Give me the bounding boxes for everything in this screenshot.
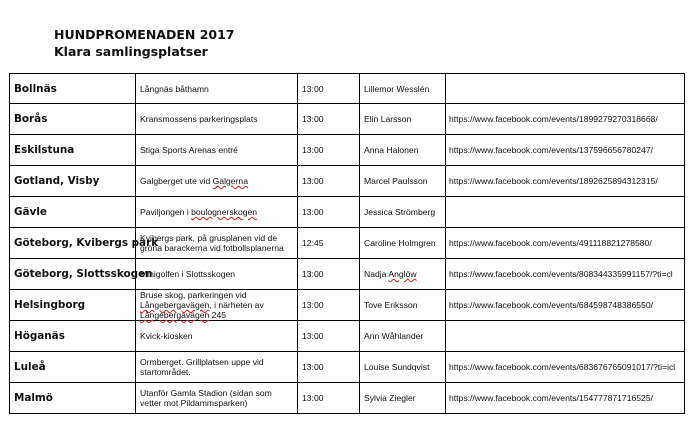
place-cell: Minigolfen i Slottsskogen (136, 259, 298, 290)
table-row (10, 104, 685, 135)
time-cell: 13:00 (298, 104, 360, 135)
event-link-cell[interactable]: https://www.facebook.com/events/683676765091017/?ti=icl (446, 352, 685, 383)
contact-cell: Nadja Anglöw (360, 259, 446, 290)
spellcheck-word: Långebergavägen (140, 310, 210, 320)
place-cell: Bruse skog, parkeringen vid Långebergavägen, i närheten av Långebergavägen 245 (136, 290, 298, 321)
contact-cell: Sylvia Ziegler (360, 383, 446, 414)
event-link-cell[interactable]: https://www.facebook.com/events/491118821278580/ (446, 228, 685, 259)
contact-cell: Anna Halonen (360, 135, 446, 166)
city-cell: Gävle (10, 197, 136, 228)
time-cell: 13:00 (298, 290, 360, 321)
spellcheck-word: Långebergavägen (140, 300, 210, 310)
place-cell: Långnäs båthamn (136, 74, 298, 104)
table-row (10, 166, 685, 197)
city-cell: Göteborg, Kvibergs park (10, 228, 136, 259)
time-cell: 13:00 (298, 166, 360, 197)
time-cell: 13:00 (298, 135, 360, 166)
meeting-places-table (9, 73, 685, 414)
city-cell: Höganäs (10, 321, 136, 352)
table-row (10, 290, 685, 321)
place-cell: Galgberget ute vid Galgerna (136, 166, 298, 197)
table-row (10, 259, 685, 290)
place-cell: Stiga Sports Arenas entré (136, 135, 298, 166)
place-cell: Kransmossens parkeringsplats (136, 104, 298, 135)
table-row (10, 74, 685, 104)
event-link-cell (446, 74, 685, 104)
time-cell: 12:45 (298, 228, 360, 259)
contact-cell: Louise Sundqvist (360, 352, 446, 383)
city-cell: Göteborg, Slottsskogen (10, 259, 136, 290)
event-link-cell[interactable]: https://www.facebook.com/events/808344335991157/?ti=cl (446, 259, 685, 290)
time-cell: 13:00 (298, 321, 360, 352)
place-cell: Ormberget. Grillplatsen uppe vid startområdet. (136, 352, 298, 383)
table-row (10, 135, 685, 166)
event-link-cell[interactable]: https://www.facebook.com/events/1892625894312315/ (446, 166, 685, 197)
city-cell: Malmö (10, 383, 136, 414)
contact-cell: Caroline Holmgren (360, 228, 446, 259)
contact-cell: Ann Wåhlander (360, 321, 446, 352)
time-cell: 13:00 (298, 259, 360, 290)
event-link-cell[interactable]: https://www.facebook.com/events/1899279270318668/ (446, 104, 685, 135)
contact-cell: Lillemor Wesslén (360, 74, 446, 104)
city-cell: Gotland, Visby (10, 166, 136, 197)
time-cell: 13:00 (298, 74, 360, 104)
event-link-cell[interactable]: https://www.facebook.com/events/137596656780247/ (446, 135, 685, 166)
spellcheck-word: boulognerskogen (191, 207, 258, 217)
contact-cell: Marcel Paulsson (360, 166, 446, 197)
time-cell: 13:00 (298, 197, 360, 228)
city-cell: Eskilstuna (10, 135, 136, 166)
spellcheck-word: Anglöw (388, 269, 417, 279)
page-title: HUNDPROMENADEN 2017 (54, 27, 235, 42)
event-link-cell (446, 197, 685, 228)
page-subtitle: Klara samlingsplatser (54, 44, 208, 59)
table-row (10, 321, 685, 352)
city-cell: Helsingborg (10, 290, 136, 321)
place-cell: Kvibergs park, på grusplanen vid de gröna barackerna vid fotbollsplanerna (136, 228, 298, 259)
city-cell: Borås (10, 104, 136, 135)
city-cell: Luleå (10, 352, 136, 383)
contact-cell: Jessica Strömberg (360, 197, 446, 228)
contact-cell: Tove Eriksson (360, 290, 446, 321)
city-cell: Bollnäs (10, 74, 136, 104)
place-cell: Kvick-kiosken (136, 321, 298, 352)
place-cell: Utanför Gamla Stadion (sidan som vetter mot Pildammsparken) (136, 383, 298, 414)
table-row (10, 197, 685, 228)
event-link-cell[interactable]: https://www.facebook.com/events/684598748386550/ (446, 290, 685, 321)
time-cell: 13:00 (298, 352, 360, 383)
table-row (10, 352, 685, 383)
table-row (10, 383, 685, 414)
event-link-cell (446, 321, 685, 352)
spellcheck-word: Galgerna (212, 176, 248, 186)
event-link-cell[interactable]: https://www.facebook.com/events/154777871716525/ (446, 383, 685, 414)
place-cell: Paviljongen i boulognerskogen (136, 197, 298, 228)
table-row (10, 228, 685, 259)
contact-cell: Elin Larsson (360, 104, 446, 135)
time-cell: 13:00 (298, 383, 360, 414)
